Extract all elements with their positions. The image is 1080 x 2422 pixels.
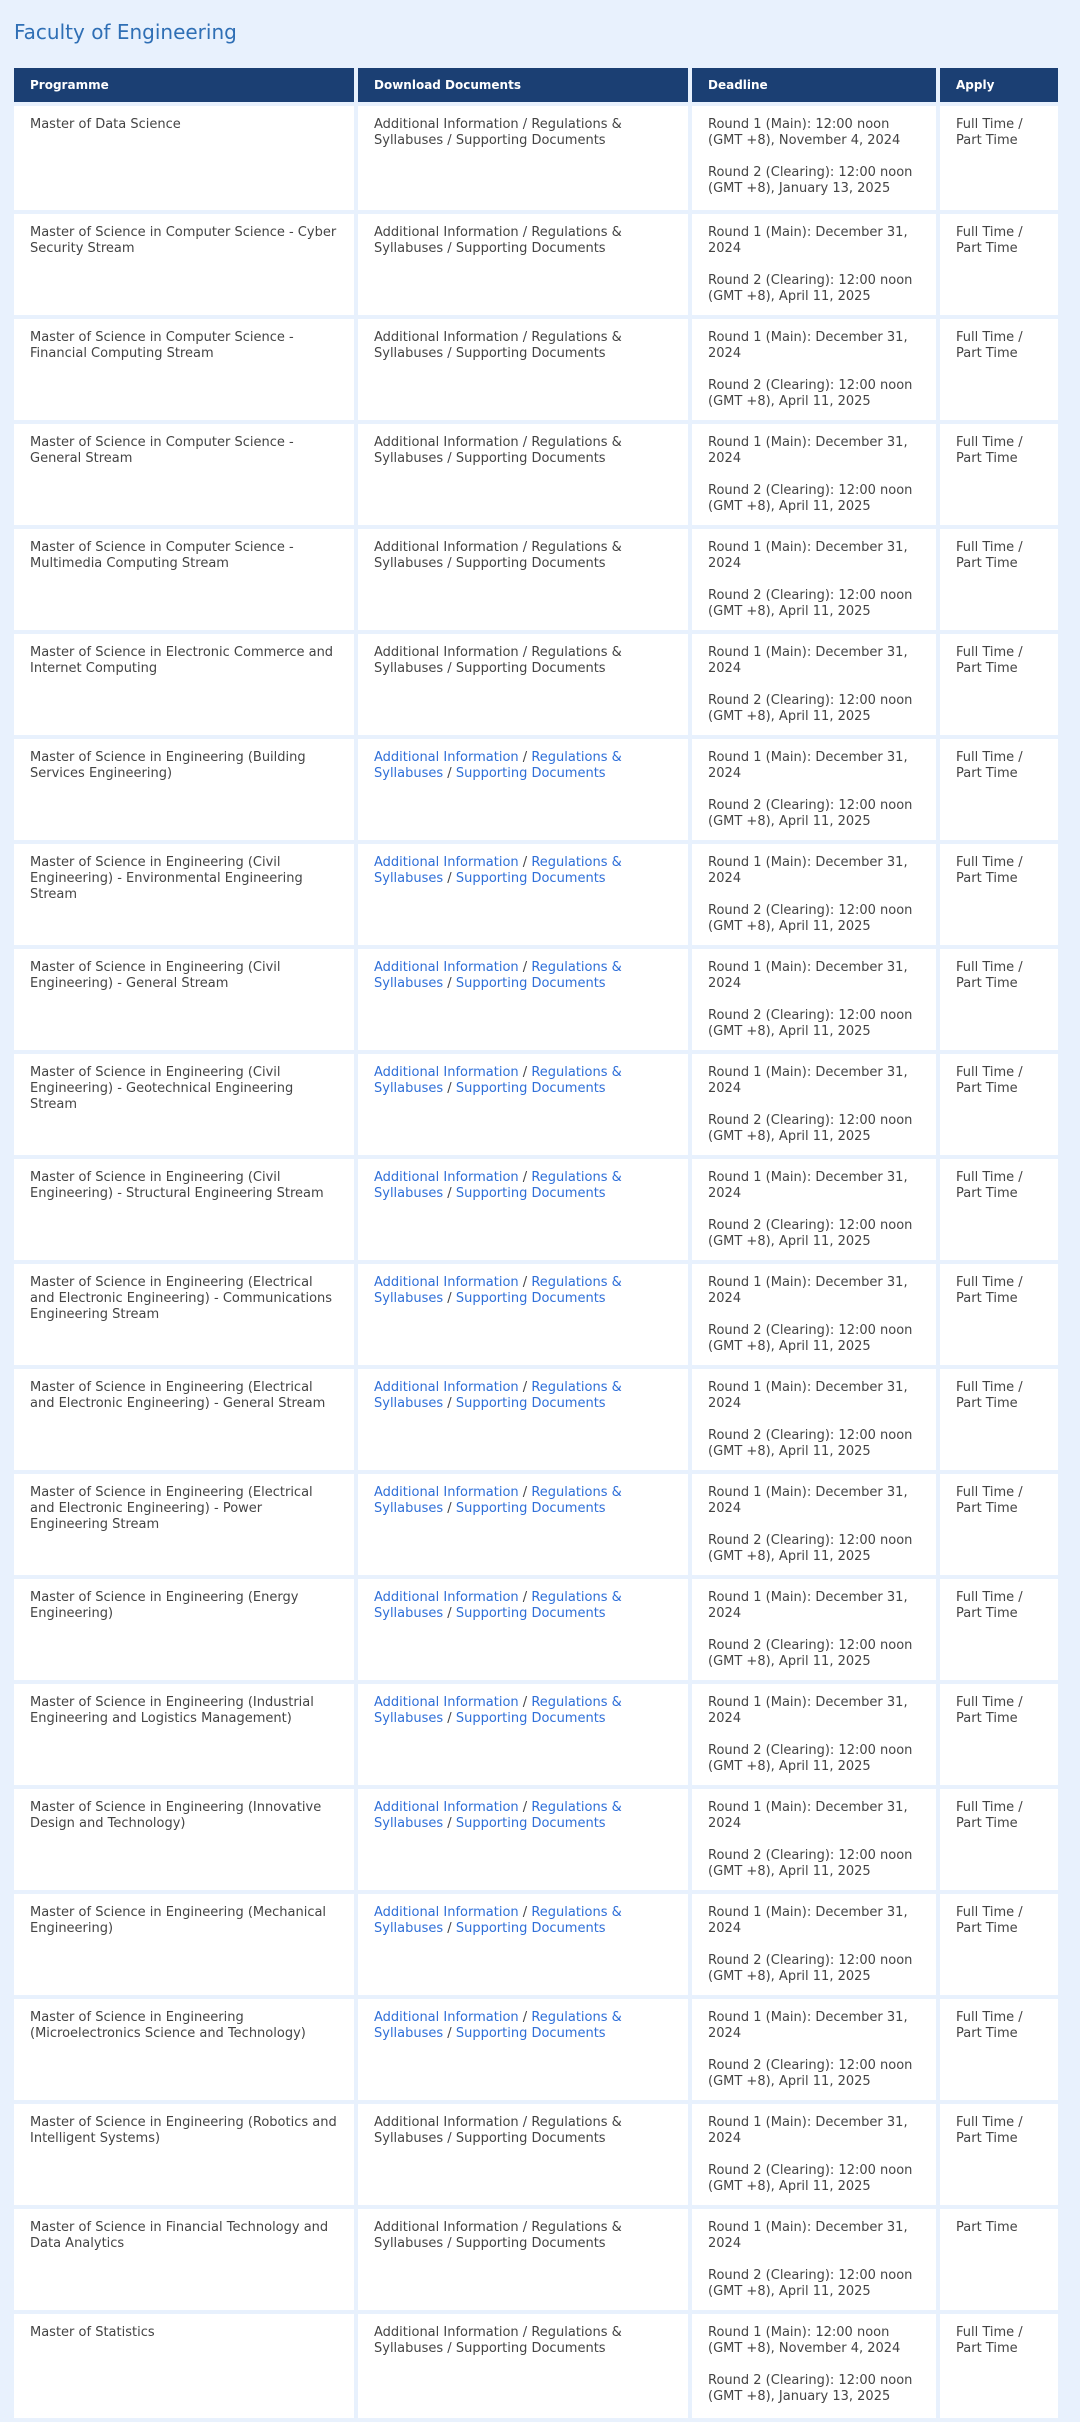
download-documents-cell — [358, 106, 688, 210]
apply-mode: Full Time / Part Time — [940, 1579, 1058, 1680]
deadline-round-2: Round 2 (Clearing): 12:00 noon (GMT +8), April 11, 2025 — [708, 1533, 913, 1564]
programme-name: Master of Science in Engineering (Robotics and Intelligent Systems) — [14, 2104, 354, 2205]
apply-mode: Full Time / Part Time — [940, 1789, 1058, 1890]
deadline-round-2: Round 2 (Clearing): 12:00 noon (GMT +8), April 11, 2025 — [708, 1953, 913, 1984]
table-row — [14, 2104, 1058, 2205]
deadline-round-1: Round 1 (Main): December 31, 2024 — [708, 1590, 908, 1621]
supporting-documents-link[interactable]: Supporting Documents — [455, 1291, 606, 1306]
separator: / — [443, 2026, 456, 2041]
table-row — [14, 1999, 1058, 2100]
deadline-cell — [692, 2209, 936, 2310]
deadline-round-1: Round 1 (Main): December 31, 2024 — [708, 1485, 908, 1516]
deadline-round-2: Round 2 (Clearing): 12:00 noon (GMT +8), April 11, 2025 — [708, 1113, 913, 1144]
table-row — [14, 844, 1058, 945]
regulations-syllabuses-link[interactable]: Regulations & Syllabuses — [374, 1800, 622, 1831]
separator: / — [518, 330, 532, 345]
deadline-round-2: Round 2 (Clearing): 12:00 noon (GMT +8), April 11, 2025 — [708, 1638, 913, 1669]
deadline-gap — [708, 1622, 920, 1638]
deadline-cell — [692, 106, 936, 210]
supporting-documents-link: Supporting Documents — [455, 241, 606, 256]
regulations-syllabuses-link[interactable]: Regulations & Syllabuses — [374, 1275, 622, 1306]
additional-information-link[interactable]: Additional Information — [374, 1170, 519, 1185]
supporting-documents-link: Supporting Documents — [455, 451, 606, 466]
download-documents-cell — [358, 424, 688, 525]
apply-mode: Full Time / Part Time — [940, 319, 1058, 420]
separator: / — [518, 1380, 532, 1395]
supporting-documents-link: Supporting Documents — [455, 2341, 606, 2356]
deadline-round-1: Round 1 (Main): December 31, 2024 — [708, 960, 908, 991]
separator: / — [443, 241, 456, 256]
separator: / — [443, 976, 456, 991]
deadline-round-2: Round 2 (Clearing): 12:00 noon (GMT +8), April 11, 2025 — [708, 2058, 913, 2089]
separator: / — [443, 1291, 456, 1306]
separator: / — [443, 1501, 456, 1516]
programme-name: Master of Science in Computer Science - Multimedia Computing Stream — [14, 529, 354, 630]
programme-name: Master of Science in Financial Technology and Data Analytics — [14, 2209, 354, 2310]
separator: / — [518, 1275, 532, 1290]
separator: / — [443, 2236, 456, 2251]
table-row — [14, 1684, 1058, 1785]
separator: / — [443, 1921, 456, 1936]
supporting-documents-link[interactable]: Supporting Documents — [455, 976, 606, 991]
deadline-cell — [692, 214, 936, 315]
deadline-cell — [692, 424, 936, 525]
table-row — [14, 739, 1058, 840]
regulations-syllabuses-link: Regulations & Syllabuses — [374, 2325, 622, 2356]
table-row — [14, 634, 1058, 735]
download-documents-cell — [358, 1999, 688, 2100]
supporting-documents-link[interactable]: Supporting Documents — [455, 766, 606, 781]
apply-mode: Full Time / Part Time — [940, 739, 1058, 840]
deadline-cell — [692, 319, 936, 420]
deadline-round-2: Round 2 (Clearing): 12:00 noon (GMT +8), April 11, 2025 — [708, 1218, 913, 1249]
deadline-gap — [708, 1097, 920, 1113]
programme-table — [10, 64, 1062, 2422]
deadline-gap — [708, 572, 920, 588]
download-documents-cell — [358, 1159, 688, 1260]
regulations-syllabuses-link[interactable]: Regulations & Syllabuses — [374, 1695, 622, 1726]
apply-mode: Full Time / Part Time — [940, 844, 1058, 945]
separator: / — [518, 1485, 532, 1500]
deadline-round-2: Round 2 (Clearing): 12:00 noon (GMT +8), April 11, 2025 — [708, 483, 913, 514]
deadline-gap — [708, 887, 920, 903]
supporting-documents-link[interactable]: Supporting Documents — [455, 2026, 606, 2041]
regulations-syllabuses-link[interactable]: Regulations & Syllabuses — [374, 1485, 622, 1516]
supporting-documents-link: Supporting Documents — [455, 2131, 606, 2146]
supporting-documents-link[interactable]: Supporting Documents — [455, 1501, 606, 1516]
deadline-round-2: Round 2 (Clearing): 12:00 noon (GMT +8), April 11, 2025 — [708, 2163, 913, 2194]
apply-mode: Full Time / Part Time — [940, 1894, 1058, 1995]
programme-name: Master of Science in Electronic Commerce and Internet Computing — [14, 634, 354, 735]
download-documents-cell — [358, 529, 688, 630]
deadline-round-2: Round 2 (Clearing): 12:00 noon (GMT +8), April 11, 2025 — [708, 798, 913, 829]
regulations-syllabuses-link[interactable]: Regulations & Syllabuses — [374, 1380, 622, 1411]
additional-information-link[interactable]: Additional Information — [374, 2010, 519, 2025]
supporting-documents-link: Supporting Documents — [455, 346, 606, 361]
deadline-round-1: Round 1 (Main): December 31, 2024 — [708, 1695, 908, 1726]
programme-name: Master of Science in Engineering (Civil Engineering) - General Stream — [14, 949, 354, 1050]
separator: / — [518, 435, 532, 450]
additional-information-link[interactable]: Additional Information — [374, 960, 519, 975]
regulations-syllabuses-link[interactable]: Regulations & Syllabuses — [374, 855, 622, 886]
deadline-cell — [692, 1789, 936, 1890]
regulations-syllabuses-link: Regulations & Syllabuses — [374, 2115, 622, 2146]
deadline-round-2: Round 2 (Clearing): 12:00 noon (GMT +8), April 11, 2025 — [708, 1008, 913, 1039]
deadline-gap — [708, 257, 920, 273]
table-row — [14, 1579, 1058, 1680]
table-row — [14, 529, 1058, 630]
additional-information-link: Additional Information — [374, 2325, 519, 2340]
deadline-gap — [708, 467, 920, 483]
deadline-round-2: Round 2 (Clearing): 12:00 noon (GMT +8), April 11, 2025 — [708, 1323, 913, 1354]
separator: / — [518, 1170, 532, 1185]
table-row — [14, 106, 1058, 210]
table-row — [14, 2314, 1058, 2418]
apply-mode: Full Time / Part Time — [940, 424, 1058, 525]
deadline-round-2: Round 2 (Clearing): 12:00 noon (GMT +8), April 11, 2025 — [708, 588, 913, 619]
table-body — [14, 106, 1058, 2418]
download-documents-cell — [358, 739, 688, 840]
deadline-round-1: Round 1 (Main): December 31, 2024 — [708, 750, 908, 781]
separator: / — [518, 2010, 532, 2025]
deadline-round-1: Round 1 (Main): December 31, 2024 — [708, 225, 908, 256]
deadline-round-2: Round 2 (Clearing): 12:00 noon (GMT +8), April 11, 2025 — [708, 1743, 913, 1774]
additional-information-link[interactable]: Additional Information — [374, 1065, 519, 1080]
deadline-cell — [692, 1159, 936, 1260]
deadline-round-1: Round 1 (Main): December 31, 2024 — [708, 1065, 908, 1096]
separator: / — [443, 1396, 456, 1411]
separator: / — [518, 1695, 532, 1710]
regulations-syllabuses-link: Regulations & Syllabuses — [374, 117, 622, 148]
deadline-round-2: Round 2 (Clearing): 12:00 noon (GMT +8), January 13, 2025 — [708, 2373, 913, 2404]
programme-name: Master of Science in Engineering (Electrical and Electronic Engineering) - Communications Engineering Stream — [14, 1264, 354, 1365]
deadline-round-1: Round 1 (Main): December 31, 2024 — [708, 2220, 908, 2251]
regulations-syllabuses-link: Regulations & Syllabuses — [374, 435, 622, 466]
deadline-cell — [692, 529, 936, 630]
supporting-documents-link: Supporting Documents — [455, 2236, 606, 2251]
programme-name: Master of Science in Engineering (Building Services Engineering) — [14, 739, 354, 840]
download-documents-cell — [358, 1054, 688, 1155]
apply-mode: Full Time / Part Time — [940, 1054, 1058, 1155]
deadline-cell — [692, 634, 936, 735]
deadline-round-1: Round 1 (Main): December 31, 2024 — [708, 645, 908, 676]
additional-information-link[interactable]: Additional Information — [374, 1695, 519, 1710]
download-documents-cell — [358, 1789, 688, 1890]
programme-name: Master of Science in Engineering (Civil Engineering) - Structural Engineering Stream — [14, 1159, 354, 1260]
separator: / — [443, 1081, 456, 1096]
programme-name: Master of Science in Engineering (Civil Engineering) - Geotechnical Engineering Stream — [14, 1054, 354, 1155]
apply-mode: Full Time / Part Time — [940, 2104, 1058, 2205]
deadline-round-1: Round 1 (Main): 12:00 noon (GMT +8), November 4, 2024 — [708, 117, 901, 148]
apply-mode: Full Time / Part Time — [940, 106, 1058, 210]
deadline-cell — [692, 949, 936, 1050]
separator: / — [443, 2131, 456, 2146]
deadline-round-1: Round 1 (Main): December 31, 2024 — [708, 855, 908, 886]
download-documents-cell — [358, 844, 688, 945]
deadline-round-1: Round 1 (Main): December 31, 2024 — [708, 1380, 908, 1411]
table-row — [14, 1474, 1058, 1575]
deadline-gap — [708, 1307, 920, 1323]
header-apply: Apply — [940, 68, 1058, 102]
regulations-syllabuses-link[interactable]: Regulations & Syllabuses — [374, 960, 622, 991]
supporting-documents-link[interactable]: Supporting Documents — [455, 1816, 606, 1831]
deadline-round-2: Round 2 (Clearing): 12:00 noon (GMT +8), January 13, 2025 — [708, 165, 913, 196]
table-row — [14, 1159, 1058, 1260]
table-row — [14, 2209, 1058, 2310]
deadline-gap — [708, 1202, 920, 1218]
deadline-round-1: Round 1 (Main): December 31, 2024 — [708, 1170, 908, 1201]
deadline-round-2: Round 2 (Clearing): 12:00 noon (GMT +8), April 11, 2025 — [708, 693, 913, 724]
download-documents-cell — [358, 319, 688, 420]
deadline-round-2: Round 2 (Clearing): 12:00 noon (GMT +8), April 11, 2025 — [708, 273, 913, 304]
programme-name: Master of Science in Engineering (Industrial Engineering and Logistics Management) — [14, 1684, 354, 1785]
deadline-round-2: Round 2 (Clearing): 12:00 noon (GMT +8), April 11, 2025 — [708, 1428, 913, 1459]
regulations-syllabuses-link[interactable]: Regulations & Syllabuses — [374, 750, 622, 781]
additional-information-link[interactable]: Additional Information — [374, 1590, 519, 1605]
separator: / — [443, 451, 456, 466]
header-download-documents: Download Documents — [358, 68, 688, 102]
separator: / — [518, 645, 532, 660]
download-documents-cell — [358, 1264, 688, 1365]
deadline-gap — [708, 1727, 920, 1743]
apply-mode: Full Time / Part Time — [940, 1264, 1058, 1365]
regulations-syllabuses-link[interactable]: Regulations & Syllabuses — [374, 2010, 622, 2041]
deadline-cell — [692, 1264, 936, 1365]
additional-information-link[interactable]: Additional Information — [374, 1485, 519, 1500]
regulations-syllabuses-link: Regulations & Syllabuses — [374, 330, 622, 361]
supporting-documents-link[interactable]: Supporting Documents — [455, 1711, 606, 1726]
programme-name: Master of Science in Engineering (Electrical and Electronic Engineering) - General Stream — [14, 1369, 354, 1470]
table-row — [14, 1894, 1058, 1995]
download-documents-cell — [358, 634, 688, 735]
header-programme: Programme — [14, 68, 354, 102]
separator: / — [443, 1606, 456, 1621]
deadline-round-1: Round 1 (Main): December 31, 2024 — [708, 1275, 908, 1306]
deadline-gap — [708, 782, 920, 798]
deadline-gap — [708, 1832, 920, 1848]
programme-name: Master of Science in Engineering (Mechanical Engineering) — [14, 1894, 354, 1995]
additional-information-link[interactable]: Additional Information — [374, 1380, 519, 1395]
download-documents-cell — [358, 2104, 688, 2205]
deadline-gap — [708, 149, 920, 165]
deadline-round-2: Round 2 (Clearing): 12:00 noon (GMT +8), April 11, 2025 — [708, 903, 913, 934]
apply-mode: Full Time / Part Time — [940, 634, 1058, 735]
table-row — [14, 319, 1058, 420]
regulations-syllabuses-link: Regulations & Syllabuses — [374, 540, 622, 571]
apply-mode: Full Time / Part Time — [940, 529, 1058, 630]
separator: / — [518, 2115, 532, 2130]
supporting-documents-link[interactable]: Supporting Documents — [455, 1396, 606, 1411]
table-row — [14, 1054, 1058, 1155]
download-documents-cell — [358, 1579, 688, 1680]
apply-mode: Full Time / Part Time — [940, 2314, 1058, 2418]
supporting-documents-link[interactable]: Supporting Documents — [455, 1921, 606, 1936]
download-documents-cell — [358, 2314, 688, 2418]
apply-mode: Full Time / Part Time — [940, 214, 1058, 315]
supporting-documents-link: Supporting Documents — [455, 556, 606, 571]
deadline-gap — [708, 362, 920, 378]
supporting-documents-link[interactable]: Supporting Documents — [455, 871, 606, 886]
deadline-round-1: Round 1 (Main): December 31, 2024 — [708, 435, 908, 466]
table-header-row — [14, 68, 1058, 102]
additional-information-link[interactable]: Additional Information — [374, 855, 519, 870]
deadline-round-1: Round 1 (Main): 12:00 noon (GMT +8), November 4, 2024 — [708, 2325, 901, 2356]
separator: / — [518, 1065, 532, 1080]
deadline-cell — [692, 1054, 936, 1155]
table-row — [14, 214, 1058, 315]
additional-information-link[interactable]: Additional Information — [374, 1275, 519, 1290]
supporting-documents-link: Supporting Documents — [455, 133, 606, 148]
deadline-round-1: Round 1 (Main): December 31, 2024 — [708, 540, 908, 571]
regulations-syllabuses-link: Regulations & Syllabuses — [374, 645, 622, 676]
deadline-round-1: Round 1 (Main): December 31, 2024 — [708, 2010, 908, 2041]
separator: / — [518, 1905, 532, 1920]
deadline-cell — [692, 844, 936, 945]
additional-information-link: Additional Information — [374, 435, 519, 450]
separator: / — [518, 540, 532, 555]
apply-mode: Part Time — [940, 2209, 1058, 2310]
additional-information-link[interactable]: Additional Information — [374, 1905, 519, 1920]
deadline-round-2: Round 2 (Clearing): 12:00 noon (GMT +8), April 11, 2025 — [708, 2268, 913, 2299]
deadline-gap — [708, 1412, 920, 1428]
deadline-cell — [692, 2314, 936, 2418]
regulations-syllabuses-link[interactable]: Regulations & Syllabuses — [374, 1590, 622, 1621]
download-documents-cell — [358, 949, 688, 1050]
supporting-documents-link[interactable]: Supporting Documents — [455, 1081, 606, 1096]
download-documents-cell — [358, 1369, 688, 1470]
additional-information-link: Additional Information — [374, 225, 519, 240]
table-row — [14, 1789, 1058, 1890]
page-title: Faculty of Engineering — [14, 20, 237, 44]
separator: / — [443, 346, 456, 361]
separator: / — [443, 133, 456, 148]
programme-name: Master of Science in Computer Science - Cyber Security Stream — [14, 214, 354, 315]
separator: / — [443, 556, 456, 571]
apply-mode: Full Time / Part Time — [940, 1474, 1058, 1575]
separator: / — [518, 117, 532, 132]
separator: / — [518, 225, 532, 240]
separator: / — [518, 855, 532, 870]
download-documents-cell — [358, 1684, 688, 1785]
download-documents-cell — [358, 214, 688, 315]
separator: / — [443, 871, 456, 886]
programme-name: Master of Data Science — [14, 106, 354, 210]
deadline-gap — [708, 2252, 920, 2268]
table-row — [14, 424, 1058, 525]
separator: / — [443, 661, 456, 676]
separator: / — [443, 1186, 456, 1201]
apply-mode: Full Time / Part Time — [940, 1684, 1058, 1785]
deadline-cell — [692, 1369, 936, 1470]
regulations-syllabuses-link: Regulations & Syllabuses — [374, 225, 622, 256]
separator: / — [443, 1816, 456, 1831]
download-documents-cell — [358, 1474, 688, 1575]
additional-information-link: Additional Information — [374, 2115, 519, 2130]
supporting-documents-link[interactable]: Supporting Documents — [455, 1606, 606, 1621]
separator: / — [518, 750, 532, 765]
deadline-cell — [692, 2104, 936, 2205]
deadline-cell — [692, 739, 936, 840]
additional-information-link: Additional Information — [374, 117, 519, 132]
apply-mode: Full Time / Part Time — [940, 1999, 1058, 2100]
programme-name: Master of Science in Engineering (Energy Engineering) — [14, 1579, 354, 1680]
additional-information-link[interactable]: Additional Information — [374, 1800, 519, 1815]
deadline-gap — [708, 2042, 920, 2058]
table-row — [14, 949, 1058, 1050]
regulations-syllabuses-link[interactable]: Regulations & Syllabuses — [374, 1905, 622, 1936]
download-documents-cell — [358, 1894, 688, 1995]
separator: / — [518, 2220, 532, 2235]
deadline-gap — [708, 2357, 920, 2373]
separator: / — [518, 1590, 532, 1605]
deadline-cell — [692, 1999, 936, 2100]
separator: / — [443, 2341, 456, 2356]
separator: / — [518, 2325, 532, 2340]
separator: / — [518, 960, 532, 975]
programme-name: Master of Science in Engineering (Electrical and Electronic Engineering) - Power Engineering Stream — [14, 1474, 354, 1575]
deadline-gap — [708, 992, 920, 1008]
supporting-documents-link[interactable]: Supporting Documents — [455, 1186, 606, 1201]
additional-information-link[interactable]: Additional Information — [374, 750, 519, 765]
deadline-cell — [692, 1579, 936, 1680]
deadline-cell — [692, 1684, 936, 1785]
separator: / — [443, 1711, 456, 1726]
regulations-syllabuses-link: Regulations & Syllabuses — [374, 2220, 622, 2251]
programme-name: Master of Science in Engineering (Innovative Design and Technology) — [14, 1789, 354, 1890]
programme-name: Master of Science in Engineering (Civil Engineering) - Environmental Engineering Stream — [14, 844, 354, 945]
deadline-gap — [708, 2147, 920, 2163]
regulations-syllabuses-link[interactable]: Regulations & Syllabuses — [374, 1170, 622, 1201]
additional-information-link: Additional Information — [374, 540, 519, 555]
programme-name: Master of Science in Computer Science - General Stream — [14, 424, 354, 525]
programme-name: Master of Statistics — [14, 2314, 354, 2418]
deadline-round-2: Round 2 (Clearing): 12:00 noon (GMT +8), April 11, 2025 — [708, 378, 913, 409]
apply-mode: Full Time / Part Time — [940, 1159, 1058, 1260]
deadline-gap — [708, 1517, 920, 1533]
table-row — [14, 1369, 1058, 1470]
header-deadline: Deadline — [692, 68, 936, 102]
supporting-documents-link: Supporting Documents — [455, 661, 606, 676]
programme-name: Master of Science in Computer Science - Financial Computing Stream — [14, 319, 354, 420]
programme-name: Master of Science in Engineering (Microelectronics Science and Technology) — [14, 1999, 354, 2100]
deadline-round-1: Round 1 (Main): December 31, 2024 — [708, 2115, 908, 2146]
download-documents-cell — [358, 2209, 688, 2310]
deadline-gap — [708, 1937, 920, 1953]
deadline-cell — [692, 1474, 936, 1575]
separator: / — [443, 766, 456, 781]
additional-information-link: Additional Information — [374, 330, 519, 345]
apply-mode: Full Time / Part Time — [940, 949, 1058, 1050]
table-row — [14, 1264, 1058, 1365]
deadline-round-1: Round 1 (Main): December 31, 2024 — [708, 1905, 908, 1936]
deadline-round-1: Round 1 (Main): December 31, 2024 — [708, 1800, 908, 1831]
deadline-gap — [708, 677, 920, 693]
apply-mode: Full Time / Part Time — [940, 1369, 1058, 1470]
deadline-round-2: Round 2 (Clearing): 12:00 noon (GMT +8), April 11, 2025 — [708, 1848, 913, 1879]
deadline-cell — [692, 1894, 936, 1995]
deadline-round-1: Round 1 (Main): December 31, 2024 — [708, 330, 908, 361]
separator: / — [518, 1800, 532, 1815]
regulations-syllabuses-link[interactable]: Regulations & Syllabuses — [374, 1065, 622, 1096]
additional-information-link: Additional Information — [374, 645, 519, 660]
additional-information-link: Additional Information — [374, 2220, 519, 2235]
